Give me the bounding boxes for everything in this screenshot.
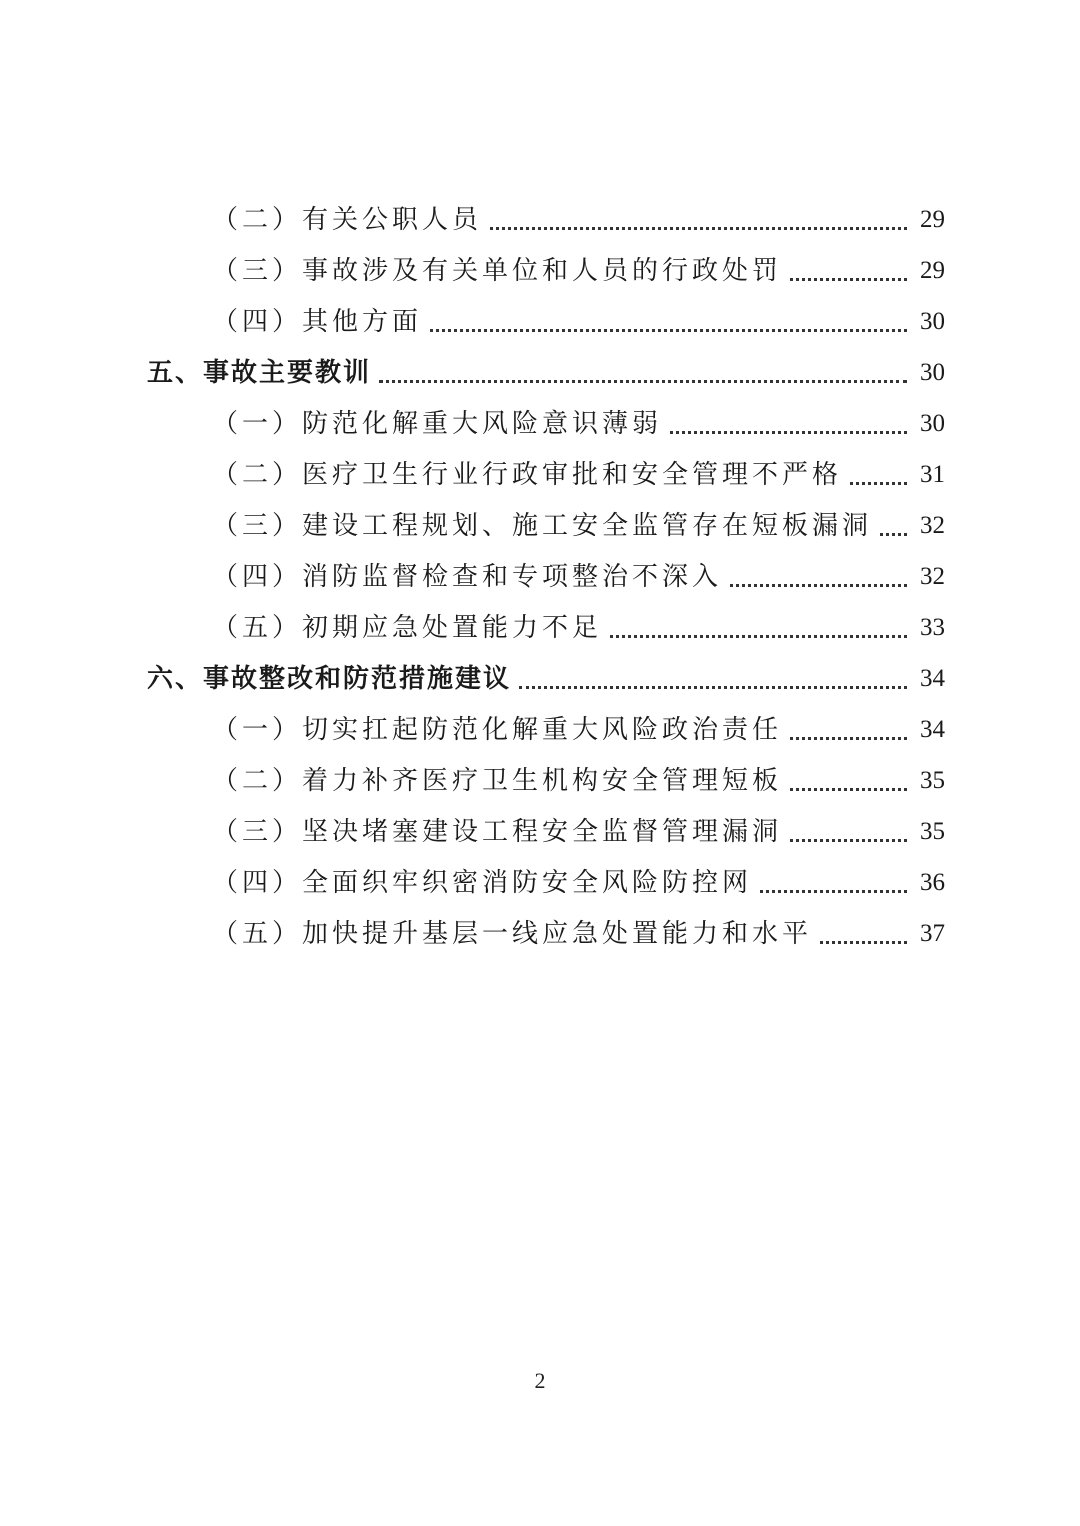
toc-entry-title: （五）加快提升基层一线应急处置能力和水平 (212, 918, 813, 949)
toc-section-heading[interactable] (0, 347, 1080, 398)
toc-dot-leader (760, 890, 907, 893)
toc-entry-title: （四）其他方面 (212, 306, 423, 337)
toc-entry-page-number: 36 (920, 869, 945, 896)
toc-dot-leader (670, 431, 907, 434)
toc-dot-leader (430, 329, 907, 332)
toc-dot-leader (379, 380, 907, 383)
toc-entry-page-number: 32 (920, 563, 945, 590)
toc-dot-leader (790, 737, 907, 740)
toc-dot-leader (880, 533, 907, 536)
page-number: 2 (534, 1368, 546, 1393)
toc-entry-title: （三）事故涉及有关单位和人员的行政处罚 (212, 255, 783, 286)
toc-dot-leader (790, 839, 907, 842)
toc-subsection-entry[interactable] (0, 908, 1080, 959)
toc-entry-title: （二）有关公职人员 (212, 204, 483, 235)
toc-entry-page-number: 33 (920, 614, 945, 641)
toc-entry-page-number: 30 (920, 359, 945, 386)
toc-subsection-entry[interactable] (0, 449, 1080, 500)
toc-entry-title: （一）切实扛起防范化解重大风险政治责任 (212, 714, 783, 745)
toc-subsection-entry[interactable] (0, 704, 1080, 755)
toc-subsection-entry[interactable] (0, 551, 1080, 602)
toc-subsection-entry[interactable] (0, 296, 1080, 347)
toc-entry-page-number: 30 (920, 308, 945, 335)
toc-subsection-entry[interactable] (0, 245, 1080, 296)
table-of-contents (0, 194, 1080, 959)
toc-entry-title: 五、事故主要教训 (147, 357, 372, 388)
toc-entry-title: （五）初期应急处置能力不足 (212, 612, 603, 643)
toc-entry-title: 六、事故整改和防范措施建议 (147, 663, 512, 694)
toc-entry-title: （三）建设工程规划、施工安全监管存在短板漏洞 (212, 510, 873, 541)
toc-entry-title: （四）全面织牢织密消防安全风险防控网 (212, 867, 753, 898)
toc-entry-title: （三）坚决堵塞建设工程安全监督管理漏洞 (212, 816, 783, 847)
toc-subsection-entry[interactable] (0, 602, 1080, 653)
toc-entry-page-number: 32 (920, 512, 945, 539)
toc-subsection-entry[interactable] (0, 500, 1080, 551)
toc-dot-leader (490, 227, 907, 230)
toc-dot-leader (820, 941, 907, 944)
toc-subsection-entry[interactable] (0, 194, 1080, 245)
toc-entry-page-number: 30 (920, 410, 945, 437)
toc-entry-page-number: 37 (920, 920, 945, 947)
toc-dot-leader (519, 686, 907, 689)
toc-entry-title: （二）医疗卫生行业行政审批和安全管理不严格 (212, 459, 843, 490)
toc-dot-leader (850, 482, 907, 485)
toc-dot-leader (790, 278, 907, 281)
toc-entry-title: （四）消防监督检查和专项整治不深入 (212, 561, 723, 592)
toc-entry-page-number: 31 (920, 461, 945, 488)
toc-entry-title: （一）防范化解重大风险意识薄弱 (212, 408, 663, 439)
toc-subsection-entry[interactable] (0, 398, 1080, 449)
toc-entry-page-number: 35 (920, 818, 945, 845)
toc-dot-leader (790, 788, 907, 791)
toc-entry-title: （二）着力补齐医疗卫生机构安全管理短板 (212, 765, 783, 796)
toc-entry-page-number: 34 (920, 665, 945, 692)
toc-dot-leader (730, 584, 907, 587)
toc-dot-leader (610, 635, 907, 638)
toc-subsection-entry[interactable] (0, 755, 1080, 806)
toc-subsection-entry[interactable] (0, 806, 1080, 857)
toc-entry-page-number: 29 (920, 206, 945, 233)
toc-entry-page-number: 29 (920, 257, 945, 284)
toc-entry-page-number: 34 (920, 716, 945, 743)
toc-subsection-entry[interactable] (0, 857, 1080, 908)
toc-entry-page-number: 35 (920, 767, 945, 794)
toc-section-heading[interactable] (0, 653, 1080, 704)
